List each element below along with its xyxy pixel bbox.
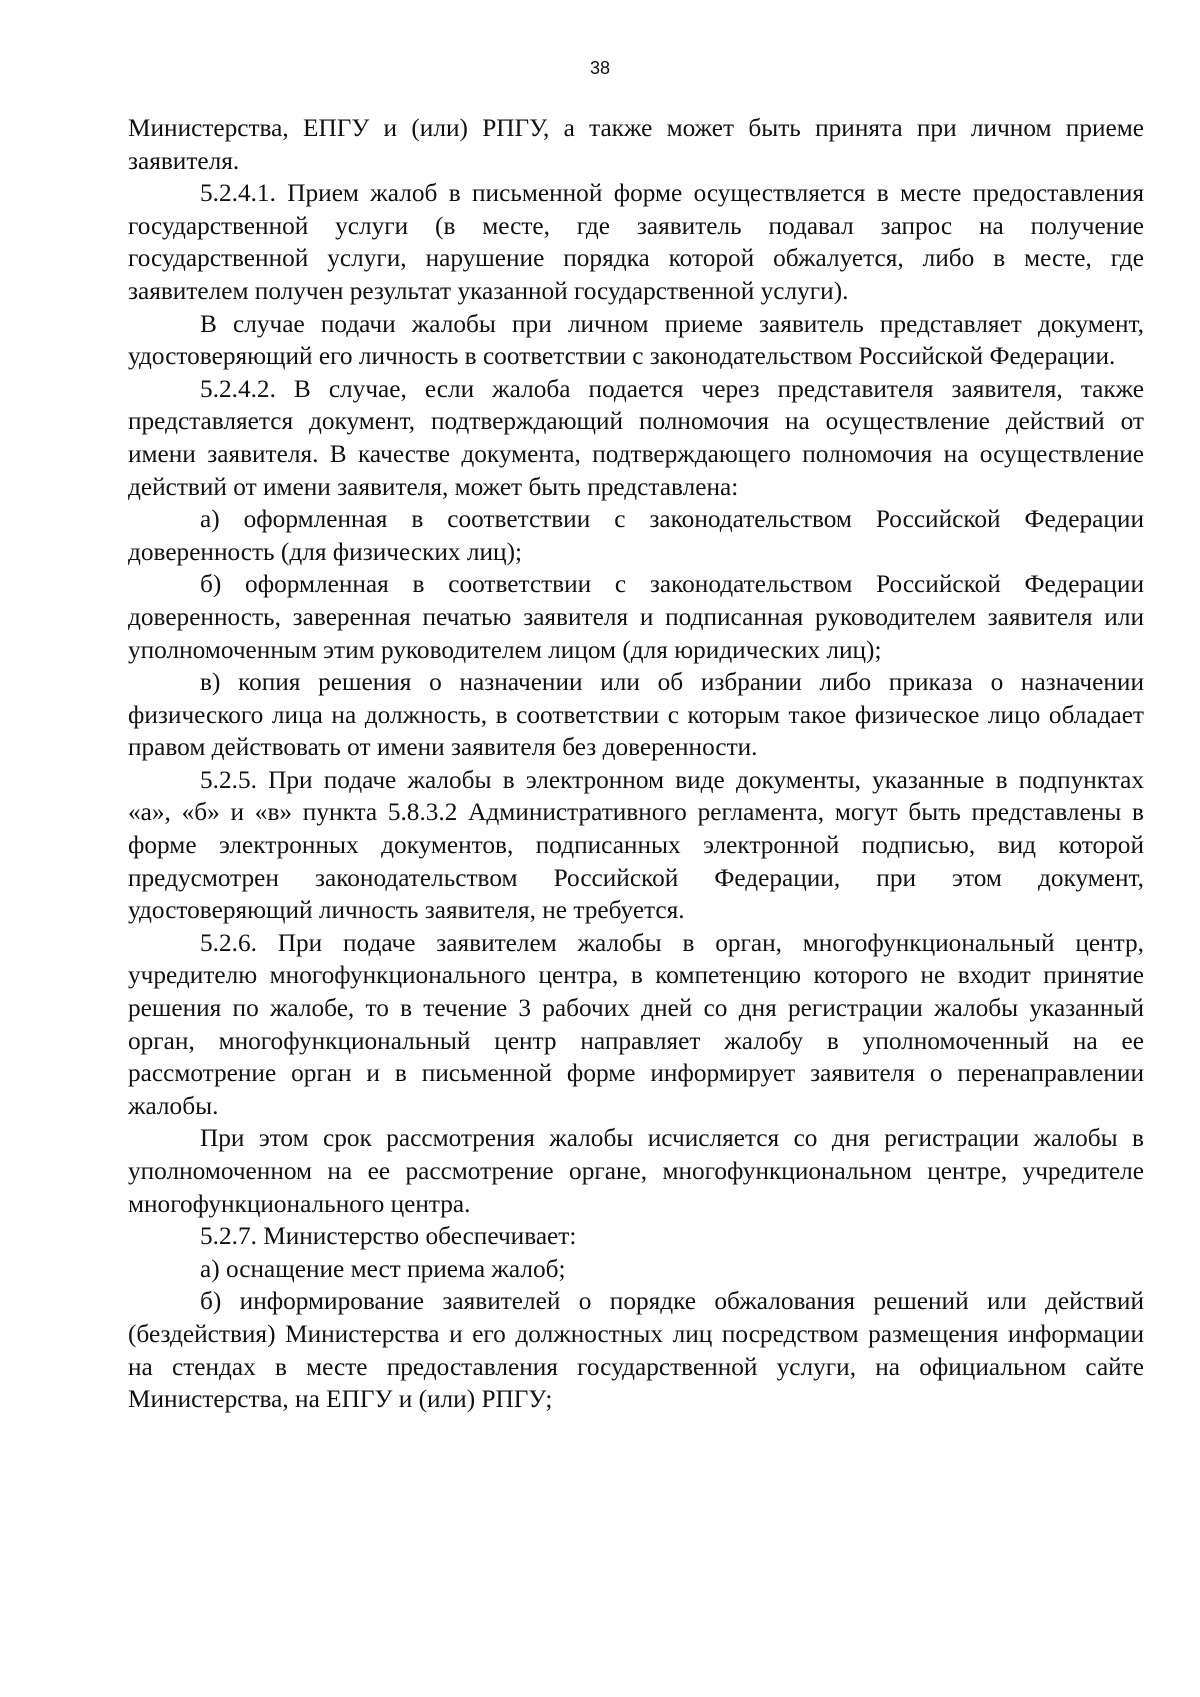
paragraph-5-2-6: 5.2.6. При подаче заявителем жалобы в орган, многофункциональный центр, учредителю многофункционального центра, в компетенцию которого не входит принятие решения по жалобе, то в течение 3 рабочих дней со дня регистрации жалобы указанный орган, многофункциональный центр направляет жалобу в уполномоченный на ее рассмотрение орган и в письменной форме информирует заявителя о перенаправлении жалобы. [128,928,1144,1120]
paragraph-review-term: При этом срок рассмотрения жалобы исчисляется со дня регистрации жалобы в уполномоченном на ее рассмотрение органе, многофункциональном центре, учредителе многофункционального центра. [128,1124,1144,1218]
paragraph-5-2-4-1: 5.2.4.1. Прием жалоб в письменной форме осуществляется в месте предоставления государственной услуги (в месте, где заявитель подавал запрос на получение государственной услуги, нарушение порядка которой обжалуется, либо в месте, где заявителем получен результат указанной государственной услуги). [128,179,1144,305]
document-body [128,112,1144,1416]
paragraph-item-a-individuals: а) оформленная в соответствии с законодательством Российской Федерации доверенность (для физических лиц); [128,505,1144,566]
paragraph-item-b-informing: б) информирование заявителей о порядке обжалования решений или действий (бездействия) Министерства и его должностных лиц посредством размещения информации на стендах в месте предоставления государственной услуги, на официальном сайте Министерства, на ЕПГУ и (или) РПГУ; [128,1287,1144,1414]
paragraph-5-2-4-2: 5.2.4.2. В случае, если жалоба подается через представителя заявителя, также представляется документ, подтверждающий полномочия на осуществление действий от имени заявителя. В качестве документа, подтверждающего полномочия на осуществление действий от имени заявителя, может быть представлена: [128,374,1144,501]
paragraph-personal-reception: В случае подачи жалобы при личном приеме заявитель представляет документ, удостоверяющий его личность в соответствии с законодательством Российской Федерации. [128,309,1144,371]
paragraph-5-2-5: 5.2.5. При подаче жалобы в электронном виде документы, указанные в подпунктах «а», «б» и «в» пункта 5.8.3.2 Административного регламента, могут быть представлены в форме электронных документов, подписанных электронной подписью, вид которой предусмотрен законодательством Российской Федерации, при этом документ, удостоверяющий личность заявителя, не требуется. [128,765,1144,925]
paragraph-item-b-legal-entities: б) оформленная в соответствии с законодательством Российской Федерации доверенность, заверенная печатью заявителя и подписанная руководителем заявителя или уполномоченным этим руководителем лицом (для юридических лиц); [128,570,1144,664]
paragraph-continuation: Министерства, ЕПГУ и (или) РПГУ, а также может быть принята при личном приеме заявителя. [128,114,1144,175]
paragraph-item-v-appointment: в) копия решения о назначении или об избрании либо приказа о назначении физического лица на должность, в соответствии с которым такое физическое лицо обладает правом действовать от имени заявителя без доверенности. [128,668,1144,762]
page-number: 38 [589,58,611,78]
paragraph-5-2-7: 5.2.7. Министерство обеспечивает: [200,1222,577,1251]
paragraph-item-a-equipment: а) оснащение мест приема жалоб; [200,1254,566,1283]
